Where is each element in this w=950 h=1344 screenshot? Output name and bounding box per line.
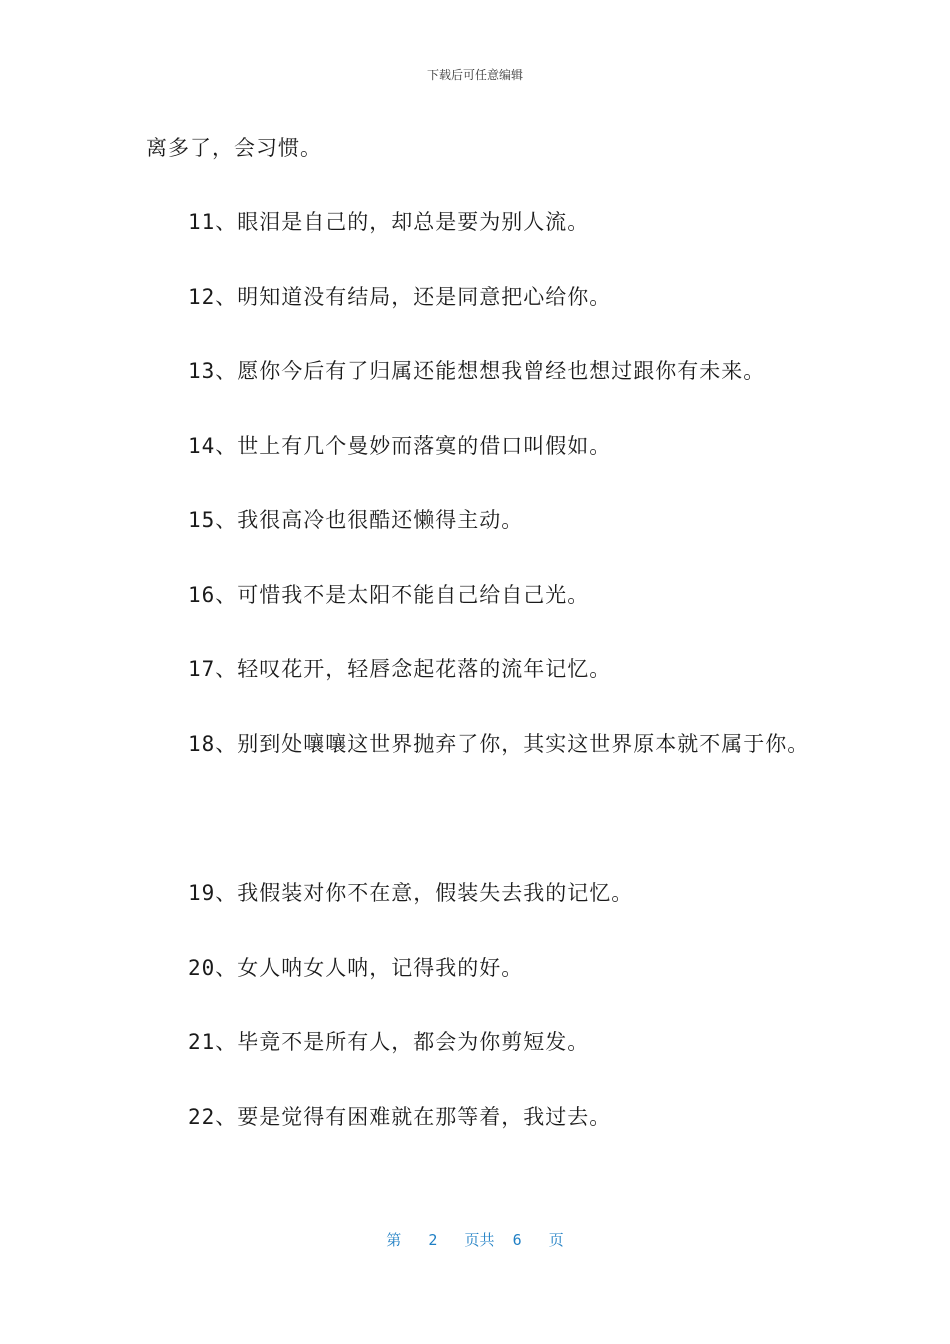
page-header: 下载后可任意编辑 [426, 68, 523, 82]
total-pages-number: 6 [512, 1231, 522, 1249]
list-item: 19、我假装对你不在意，假装失去我的记忆。 [188, 881, 634, 905]
list-item: 16、可惜我不是太阳不能自己给自己光。 [188, 583, 590, 607]
list-item: 15、我很高冷也很酷还懒得主动。 [188, 508, 524, 532]
footer-label-of: 页共 [464, 1231, 495, 1249]
current-page-number: 2 [428, 1231, 438, 1249]
list-item: 13、愿你今后有了归属还能想想我曾经也想过跟你有未来。 [188, 359, 766, 383]
list-item: 22、要是觉得有困难就在那等着，我过去。 [188, 1105, 612, 1129]
list-item: 17、轻叹花开，轻唇念起花落的流年记忆。 [188, 657, 612, 681]
list-item: 14、世上有几个曼妙而落寞的借口叫假如。 [188, 434, 612, 458]
list-item: 11、眼泪是自己的，却总是要为别人流。 [188, 210, 590, 234]
footer-label-page: 第 [386, 1231, 402, 1249]
page-footer [0, 1229, 950, 1250]
footer-label-end: 页 [548, 1231, 564, 1249]
list-item: 21、毕竟不是所有人，都会为你剪短发。 [188, 1030, 590, 1054]
list-item: 20、女人呐女人呐，记得我的好。 [188, 956, 524, 980]
list-item: 12、明知道没有结局，还是同意把心给你。 [188, 285, 612, 309]
list-item: 18、别到处嚷嚷这世界抛弃了你，其实这世界原本就不属于你。 [188, 732, 810, 756]
continuation-line: 离多了，会习惯。 [146, 136, 322, 160]
